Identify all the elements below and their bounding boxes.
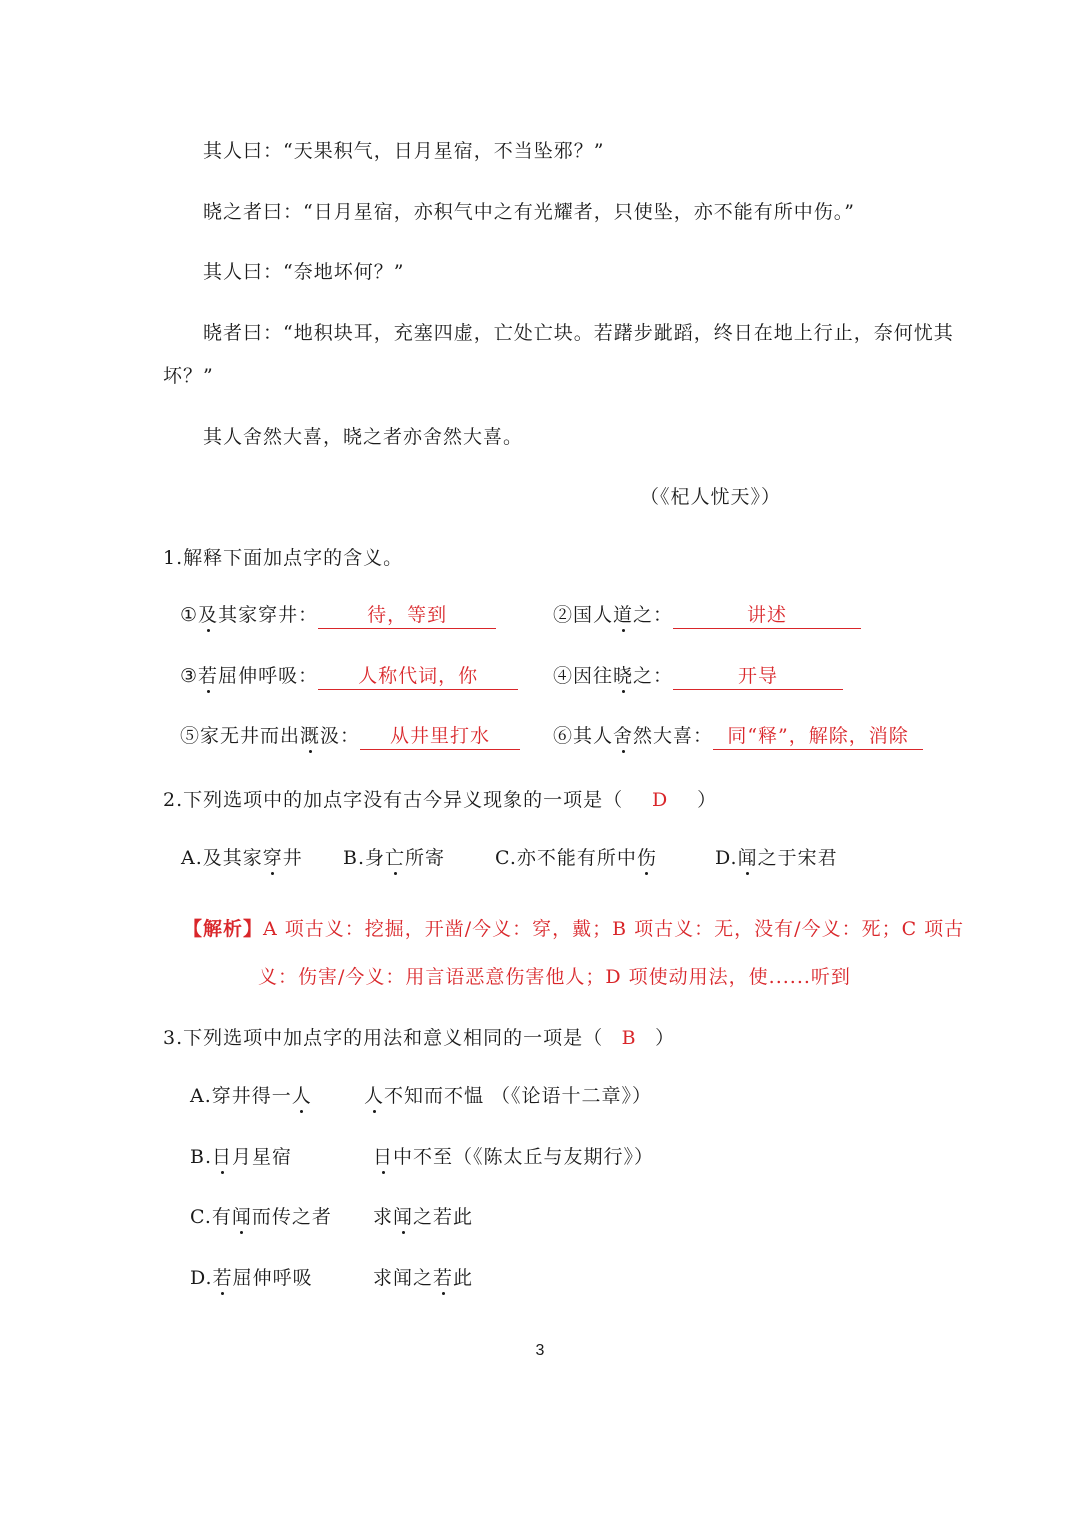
passage-line-4b: 坏？” (163, 365, 214, 387)
analysis-tag: 【解析】 (183, 918, 264, 940)
q2-option-a: A.及其家穿井 (181, 847, 303, 869)
q2-analysis-line-1: 【解析】A 项古义：挖掘，开凿/今义：穿，戴；B 项古义：无，没有/今义：死；C 项古 (183, 918, 965, 940)
dotted-char: 闻 (393, 1206, 414, 1228)
q2-answer: D (652, 789, 669, 811)
dotted-char: 人 (291, 1085, 312, 1107)
q3-option-d-right: 求闻之若此 (373, 1267, 474, 1289)
dotted-char: 伤 (636, 847, 657, 869)
q1-item-5: ⑤家无井而出溉汲： 从井里打水 (180, 727, 520, 750)
q1-stem: 1.解释下面加点字的含义。 (163, 547, 404, 569)
dotted-char: 亡 (385, 847, 406, 869)
q3-answer: B (621, 1027, 637, 1049)
q3-option-b-left: B.日月星宿 (190, 1146, 293, 1168)
q1-item-4: ④因往晓之： 开导 (553, 667, 843, 690)
dotted-char: 溉 (300, 725, 321, 747)
dotted-char: 道 (613, 604, 634, 626)
passage-line-4a: 晓者曰：“地积块耳，充塞四虚，亡处亡块。若躇步跐蹈，终日在地上行止，奈何忧其 (203, 322, 954, 344)
q3-option-d-left: D.若屈伸呼吸 (190, 1267, 313, 1289)
dotted-char: 若 (212, 1267, 233, 1289)
q1-answer-6: 同“释”，解除，消除 (713, 727, 923, 750)
q1-item-1: ①及其家穿井： 待，等到 (180, 606, 496, 629)
dotted-char: 晓 (613, 665, 634, 687)
q3-option-c-right: 求闻之若此 (373, 1206, 474, 1228)
q1-item-6: ⑥其人舍然大喜： 同“释”，解除，消除 (553, 727, 923, 750)
dotted-char: 闻 (231, 1206, 252, 1228)
q3-option-c-left: C.有闻而传之者 (190, 1206, 332, 1228)
dotted-char: 日 (212, 1146, 233, 1168)
dotted-char: 穿 (262, 847, 283, 869)
page-number: 3 (535, 1342, 545, 1359)
q2-option-c: C.亦不能有所中伤 (495, 847, 657, 869)
passage-line-2: 晓之者曰：“日月星宿，亦积气中之有光耀者，只使坠，亦不能有所中伤。” (203, 201, 855, 223)
passage-line-3: 其人曰：“奈地坏何？” (203, 261, 405, 283)
q2-option-d: D.闻之于宋君 (715, 847, 838, 869)
dotted-char: 若 (433, 1267, 454, 1289)
q3-stem: 3.下列选项中加点字的用法和意义相同的一项是（ B ） (163, 1027, 676, 1049)
q2-option-b: B.身亡所寄 (343, 847, 446, 869)
dotted-char: 及 (198, 604, 219, 626)
dotted-char: 舍 (613, 725, 634, 747)
dotted-char: 日 (373, 1146, 394, 1168)
q1-item-3: ③若屈伸呼吸： 人称代词，你 (180, 667, 518, 690)
q3-option-a-right: 人不知而不愠 （《论语十二章》） (364, 1085, 653, 1107)
q1-answer-5: 从井里打水 (360, 727, 520, 750)
q3-option-b-right: 日中不至（《陈太丘与友期行》） (373, 1146, 655, 1168)
passage-line-5: 其人舍然大喜，晓之者亦舍然大喜。 (203, 426, 524, 448)
q3-option-a-left: A.穿井得一人 (190, 1085, 312, 1107)
passage-line-1: 其人曰：“天果积气，日月星宿，不当坠邪？” (203, 140, 605, 162)
q2-analysis-line-2: 义：伤害/今义：用言语恶意伤害他人；D 项使动用法，使......听到 (258, 966, 851, 988)
q1-answer-4: 开导 (673, 667, 843, 690)
passage-source: （《杞人忧天》） (640, 486, 782, 508)
q1-item-2: ②国人道之： 讲述 (553, 606, 861, 629)
dotted-char: 若 (198, 665, 219, 687)
q1-answer-3: 人称代词，你 (318, 667, 518, 690)
q1-answer-2: 讲述 (673, 606, 861, 629)
q1-answer-1: 待，等到 (318, 606, 496, 629)
q2-stem: 2.下列选项中的加点字没有古今异义现象的一项是（ D ） (163, 789, 718, 811)
dotted-char: 闻 (737, 847, 758, 869)
dotted-char: 人 (364, 1085, 385, 1107)
